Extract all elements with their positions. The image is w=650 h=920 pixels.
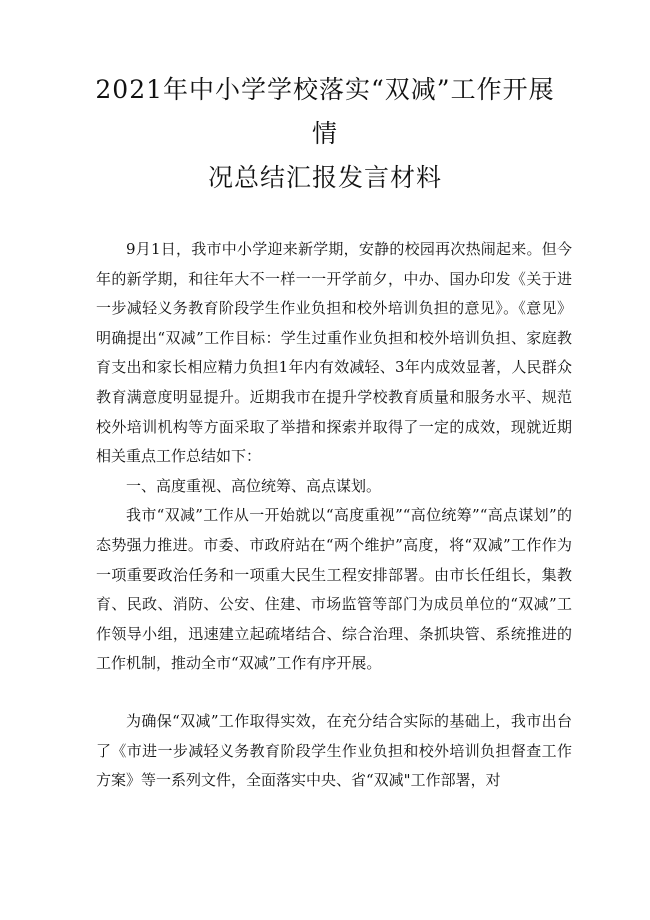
document-title xyxy=(0,68,650,200)
section-heading-1: 一、高度重视、高位统筹、高点谋划。 xyxy=(126,476,382,495)
title-line-3: 况总结汇报发言材料 xyxy=(207,163,442,192)
paragraph-intro: 9月1日，我市中小学迎来新学期，安静的校园再次热闹起来。但今年的新学期，和往年大不一样一一开学前夕，中办、国办印发《关于进一步减轻义务教育阶段学生作业负担和校外培训负担的意见》。《意见》明确提出“双减”工作目标：学生过重作业负担和校外培训负担、家庭教育支出和家长相应精力负担1年内有效减轻、3年内成效显著，人民群众教育满意度明显提升。近期我市在提升学校教育质量和服务水平、规范校外培训机构等方面采取了举措和探索并取得了一定的成效，现就近期相关重点工作总结如下： xyxy=(96,240,572,466)
paragraph-section-1: 我市“双减”工作从一开始就以“高度重视”“高位统筹”“高点谋划”的态势强力推进。市委、市政府站在“两个维护”高度，将“双减”工作作为一项重要政治任务和一项重大民生工程安排部署。由市长任组长，集教育、民政、消防、公安、住建、市场监管等部门为成员单位的“双减”工作领导小组，迅速建立起疏堵结合、综合治理、条抓块管、系统推进的工作机制，推动全市“双减”工作有序开展。 xyxy=(96,506,572,673)
paragraph-measures: 为确保“双减”工作取得实效，在充分结合实际的基础上，我市出台了《市进一步减轻义务教育阶段学生作业负担和校外培训负担督查工作方案》等一系列文件，全面落实中央、省“双减"工作部署，对 xyxy=(96,711,572,790)
title-line-2: 情 xyxy=(311,119,338,148)
paragraph-gap xyxy=(96,679,572,707)
document-body xyxy=(96,235,572,796)
title-line-1: 2021年中小学学校落实“双减”工作开展 xyxy=(95,75,555,104)
